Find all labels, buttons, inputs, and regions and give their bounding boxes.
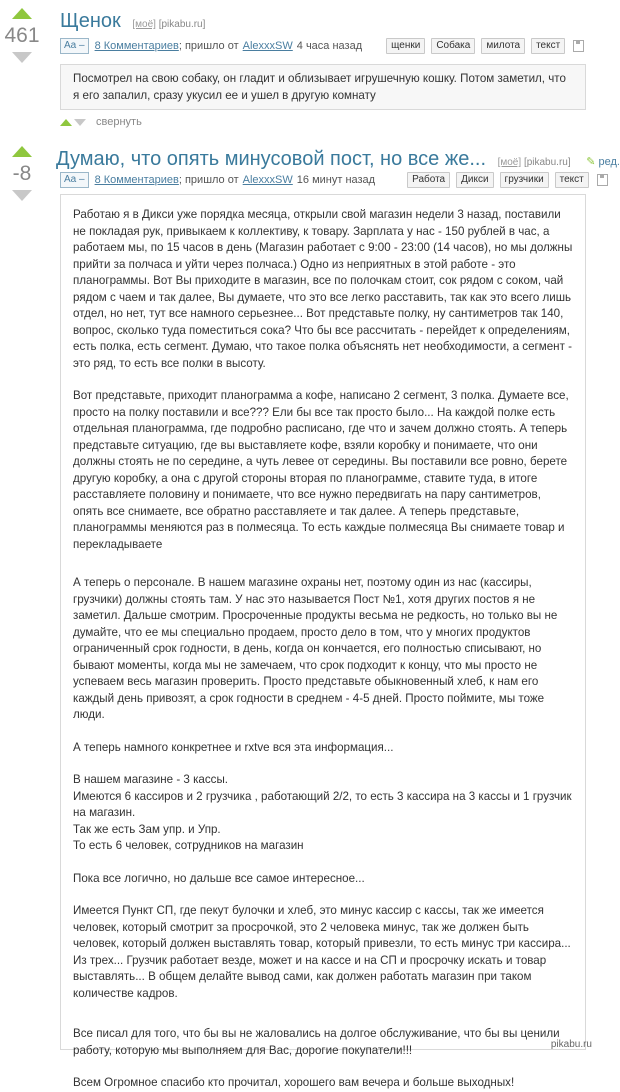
tag[interactable]: Работа [407,172,450,188]
tag[interactable]: милота [481,38,525,54]
pencil-icon: ✎ [586,156,596,168]
comments-link[interactable]: 8 Комментариев [94,40,179,52]
post-paragraph: Имеется Пункт СП, где пекут булочки и хлеб, это минус кассир с кассы, так же имеется человек, который смотрит за просрочкой, это 2 человека минус, так же должен быть человек, который должен выставлять товар, который привезли, то есть минус три кассира... Из трех... Грузчик работает везде, может и на кассе и на СП и просрочку искать и товар выставлять... В общем делайте вывод сами, как должен работать магазин при таком количестве кадров. [73,904,571,1000]
post-title[interactable]: Щенок [60,10,121,32]
source-site: [pikabu.ru] [158,19,206,30]
edit-label: ред. [598,156,620,168]
post-source [498,157,571,168]
save-icon[interactable] [573,40,584,52]
upvote-arrow-icon[interactable] [12,146,32,157]
sent-prefix: ; пришло от [178,40,239,52]
edit-button[interactable] [586,156,620,168]
tag[interactable]: Дикси [456,172,493,188]
post-text: Посмотрел на свою собаку, он гладит и облизывает игрушечную кошку. Потом заметил, что я его запалил, сразу укусил ее и ушел в другую комнату [73,72,566,102]
vote-block [0,146,44,201]
source-mine-link[interactable]: [моё] [132,19,156,30]
post-meta [60,172,608,188]
downvote-arrow-icon[interactable] [12,190,32,201]
post-controls [60,116,142,128]
mini-downvote-icon[interactable] [74,119,86,126]
save-icon[interactable] [597,174,608,186]
tag[interactable]: грузчики [500,172,549,188]
tag[interactable]: щенки [386,38,425,54]
post-time: 4 часа назад [296,40,363,52]
post-paragraph: Всем Огромное спасибо кто прочитал, хорошего вам вечера и больше выходных! [73,1076,515,1089]
sent-prefix: ; пришло от [178,174,239,186]
author-link[interactable]: AlexxxSW [242,40,293,52]
source-mine-link[interactable]: [моё] [497,157,522,168]
font-size-toggle[interactable]: Aa – [60,38,89,54]
post-meta [60,38,584,54]
tag[interactable]: текст [531,38,565,54]
post-paragraph: Пока все логично, но дальше все самое интересное... [73,871,365,885]
tag[interactable]: текст [555,172,589,188]
post-content [60,194,586,1089]
post-score: -8 [12,162,32,185]
post-paragraph: Все писал для того, что бы вы не жаловались на долгое обслуживание, что бы вы ценили работу, которую мы выполняем для Вас, дорогие покупатели!!! [73,1027,560,1057]
collapse-link[interactable]: свернуть [96,116,142,128]
post-title-row [56,148,620,171]
vote-block [0,8,44,63]
post-paragraph: А теперь о персонале. В нашем магазине охраны нет, поэтому один из нас (кассиры, грузчики) должны стоять там. У нас это называется Пост №1, хотя других постов я не заметил. Дальше смотрим. Просроченные продукты весьма не редкость, но только вы не думайте, что ее мы специально продаем, просто дело в том, что у многих продуктов ограниченный срок годности, в день, когда он кончается, его полностью списывают, но бывают моменты, когда мы не замечаем, что срок подходит к концу, что мы просто не успеваем весь магазин проверить. Просто представьте обыкновенный хлеб, к нам его каждый день привозят, а срок годности в среднем - 4-5 дней. Просто поймите, мы тоже люди. [73,576,558,721]
post-paragraph: Работаю я в Дикси уже порядка месяца, открыли свой магазин недели 3 назад, поставили не покладая рук, привыкаем к коллективу, к товару. Зарплата у нас - 150 рублей в час, а работаем мы, по 15 часов в день (Магазин работает с 9:00 - 23:00 (14 часов), но мы должны прийти за полчаса и уйти через полчаса.) Одно из неприятных в этой работе - это планограммы. Вот Вы приходите в магазин, все по полочкам стоит, сок рядом с соком, чай рядом с чаем и так далее, Вы думаете, что это все легко расставить, так как это всего лишь отдел, но нет, тут все намного серьезнее... Вот представьте полку, ну сантиметров так 140, вопрос, сколько туда поместиться сока? Что бы все рассчитать - перейдет к определениям, есть полка, есть сегмент. Думаю, что такое полка объяснять нет необходимости, а сегмент - это ряд, то есть все полки в высоту. [73,208,573,370]
post-paragraph: В нашем магазине - 3 кассы. Имеются 6 кассиров и 2 грузчика , работающий 2/2, то есть 3 кассира на 3 кассы и 1 грузчик на магазин. Так же есть Зам упр. и Упр. То есть 6 человек, сотрудников на магазин [73,773,572,852]
post-time: 16 минут назад [296,174,376,186]
site-watermark: pikabu.ru [550,1039,592,1050]
post-title[interactable]: Думаю, что опять минусовой пост, но все же... [56,148,487,170]
downvote-arrow-icon[interactable] [12,52,32,63]
post-source [132,19,205,30]
comments-link[interactable]: 8 Комментариев [94,174,179,186]
mini-upvote-icon[interactable] [60,119,72,126]
font-size-toggle[interactable]: Aa – [60,172,89,188]
post-content [60,64,586,110]
post-title-row [60,10,205,33]
post-paragraph: Вот представьте, приходит планограмма а кофе, написано 2 сегмент, 3 полка. Думаете все, просто на полку поставили и все??? Ели бы все так просто было... На каждой полке есть отдельная планограмма, где подробно расписано, где что и зачем должно стоять. А теперь представьте ситуацию, где вы выставляете кофе, взяли коробку и понимаете, что они должны стоять не по середине, а чуть левее от середины. Вы поставили все ровно, берете другую коробку, а она с другой стороны вторая по планограмме, ставите туда, в итоге расставляете половину и понимаете, что все нужно передвигать на пару сантиметров, опять все снимаете, все обратно расставляете и так далее. А теперь представьте, планограммы меняются раз в полмесяца. То есть каждые полмесяца Вы снимаете товар и перекладываете [73,389,569,551]
post-paragraph: А теперь намного конкретнее и rxtve вся эта информация... [73,740,394,754]
post-score: 461 [4,24,40,47]
source-site: [pikabu.ru] [523,157,571,168]
tag[interactable]: Собака [431,38,475,54]
upvote-arrow-icon[interactable] [12,8,32,19]
author-link[interactable]: AlexxxSW [242,174,293,186]
